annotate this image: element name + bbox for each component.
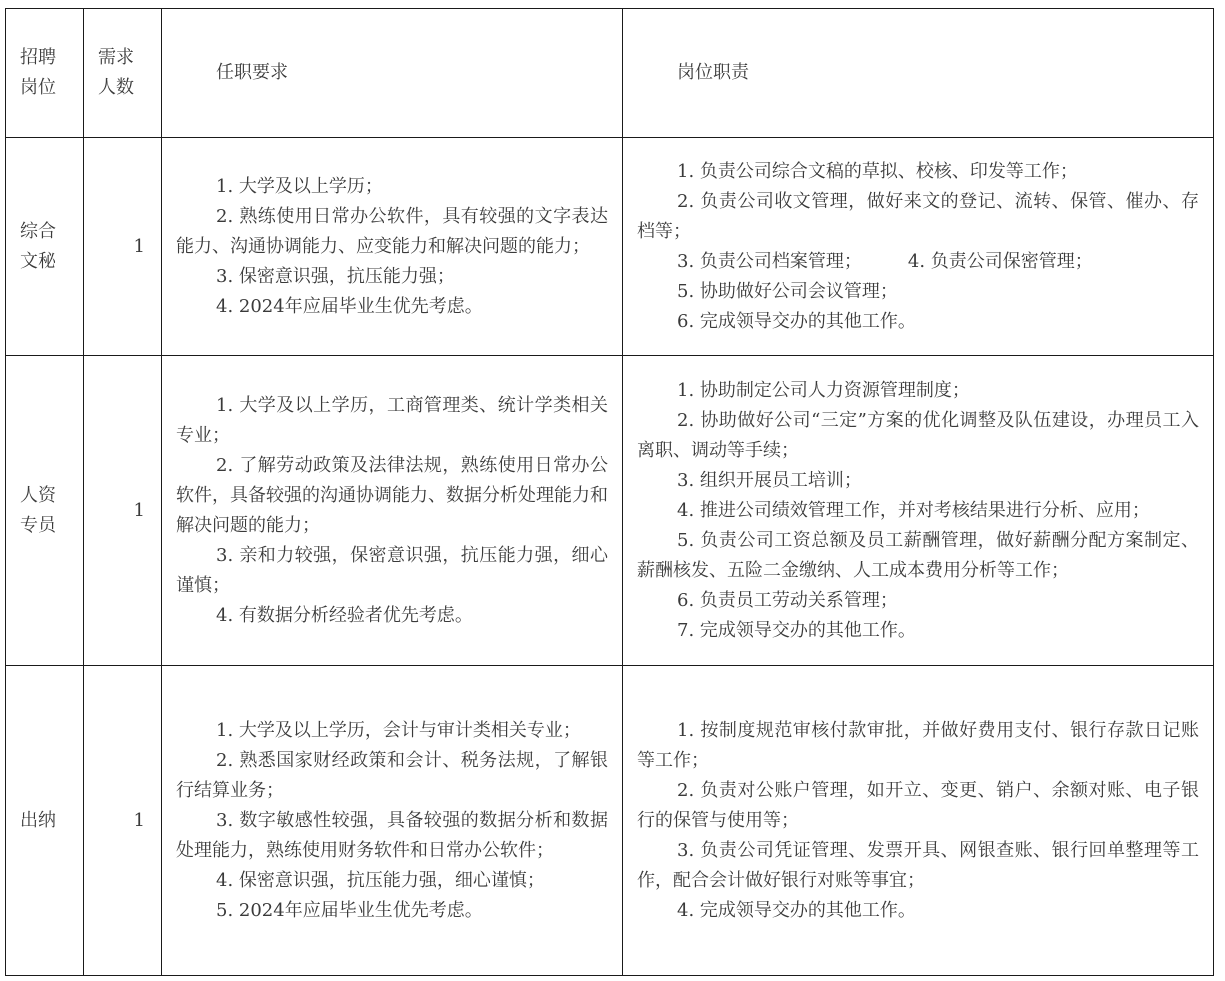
header-row [6, 9, 1214, 138]
header-count [84, 9, 162, 138]
header-requirements: 任职要求 [162, 9, 623, 138]
header-count-line-2: 人数 [98, 77, 134, 98]
duties-cell [623, 138, 1214, 356]
duty-item: 5. 负责公司工资总额及员工薪酬管理，做好薪酬分配方案制定、薪酬核发、五险二金缴纳、人工成本费用分析等工作； [637, 529, 1199, 581]
requirements-cell [162, 138, 623, 356]
table-row [6, 356, 1214, 666]
duty-item: 3. 负责公司凭证管理、发票开具、网银查账、银行回单整理等工作，配合会计做好银行对账等事宜； [637, 839, 1199, 891]
requirement-item: 3. 保密意识强，抗压能力强； [216, 265, 455, 287]
duty-item: 3. 组织开展员工培训； [677, 469, 862, 491]
duty-item: 4. 推进公司绩效管理工作，并对考核结果进行分析、应用； [677, 499, 1150, 521]
duty-item: 2. 负责对公账户管理，如开立、变更、销户、余额对账、电子银行的保管与使用等； [637, 779, 1199, 831]
requirements-cell [162, 666, 623, 976]
requirement-item: 4. 有数据分析经验者优先考虑。 [216, 604, 473, 626]
requirement-item: 1. 大学及以上学历，工商管理类、统计学类相关专业； [176, 394, 608, 446]
table-row [6, 138, 1214, 356]
duty-item: 3. 负责公司档案管理； [677, 250, 862, 272]
header-duties: 岗位职责 [623, 9, 1214, 138]
duties-cell [623, 356, 1214, 666]
duties-cell [623, 666, 1214, 976]
duty-item: 2. 协助做好公司“三定”方案的优化调整及队伍建设，办理员工入离职、调动等手续； [637, 409, 1199, 461]
duty-item: 4. 完成领导交办的其他工作。 [677, 899, 916, 921]
duty-item: 6. 完成领导交办的其他工作。 [677, 310, 916, 332]
requirement-item: 4. 2024年应届毕业生优先考虑。 [216, 295, 483, 317]
requirement-item: 2. 熟悉国家财经政策和会计、税务法规，了解银行结算业务； [176, 749, 608, 801]
duty-item-pair [637, 247, 1199, 277]
requirement-item: 3. 亲和力较强，保密意识强，抗压能力强，细心谨慎； [176, 544, 608, 596]
requirements-cell [162, 356, 623, 666]
post-name-line: 人资 [20, 484, 56, 506]
requirement-item: 1. 大学及以上学历； [216, 175, 383, 197]
count-cell: 1 [84, 356, 162, 666]
recruitment-table-wrapper [5, 8, 1213, 974]
duty-item: 1. 负责公司综合文稿的草拟、校核、印发等工作； [677, 160, 1078, 182]
post-name-line: 出纳 [20, 809, 56, 831]
post-name-line: 综合 [20, 220, 56, 242]
duty-item: 2. 负责公司收文管理，做好来文的登记、流转、保管、催办、存档等； [637, 190, 1199, 242]
post-cell [6, 666, 84, 976]
requirement-item: 4. 保密意识强，抗压能力强，细心谨慎； [216, 869, 545, 891]
requirement-item: 1. 大学及以上学历，会计与审计类相关专业； [216, 719, 581, 741]
post-cell [6, 138, 84, 356]
post-cell [6, 356, 84, 666]
duty-item: 1. 协助制定公司人力资源管理制度； [677, 379, 970, 401]
duty-item: 5. 协助做好公司会议管理； [677, 280, 898, 302]
duty-item: 4. 负责公司保密管理； [907, 250, 1093, 272]
requirement-item: 5. 2024年应届毕业生优先考虑。 [216, 899, 483, 921]
header-post-line-2: 岗位 [20, 77, 56, 98]
duty-item: 7. 完成领导交办的其他工作。 [677, 619, 916, 641]
post-name-line: 文秘 [20, 250, 56, 272]
recruitment-table [5, 8, 1214, 976]
count-cell: 1 [84, 138, 162, 356]
requirement-item: 2. 了解劳动政策及法律法规，熟练使用日常办公软件，具备较强的沟通协调能力、数据分析处理能力和解决问题的能力； [176, 454, 608, 536]
post-name-line: 专员 [20, 514, 56, 536]
duty-item: 1. 按制度规范审核付款审批，并做好费用支付、银行存款日记账等工作； [637, 719, 1199, 771]
header-post-line-1: 招聘 [20, 47, 56, 68]
table-row [6, 666, 1214, 976]
header-count-line-1: 需求 [98, 47, 134, 68]
duty-item: 6. 负责员工劳动关系管理； [677, 589, 898, 611]
count-cell: 1 [84, 666, 162, 976]
requirement-item: 3. 数字敏感性较强，具备较强的数据分析和数据处理能力，熟练使用财务软件和日常办公软件； [176, 809, 608, 861]
requirement-item: 2. 熟练使用日常办公软件，具有较强的文字表达能力、沟通协调能力、应变能力和解决问题的能力； [176, 205, 608, 257]
header-post [6, 9, 84, 138]
